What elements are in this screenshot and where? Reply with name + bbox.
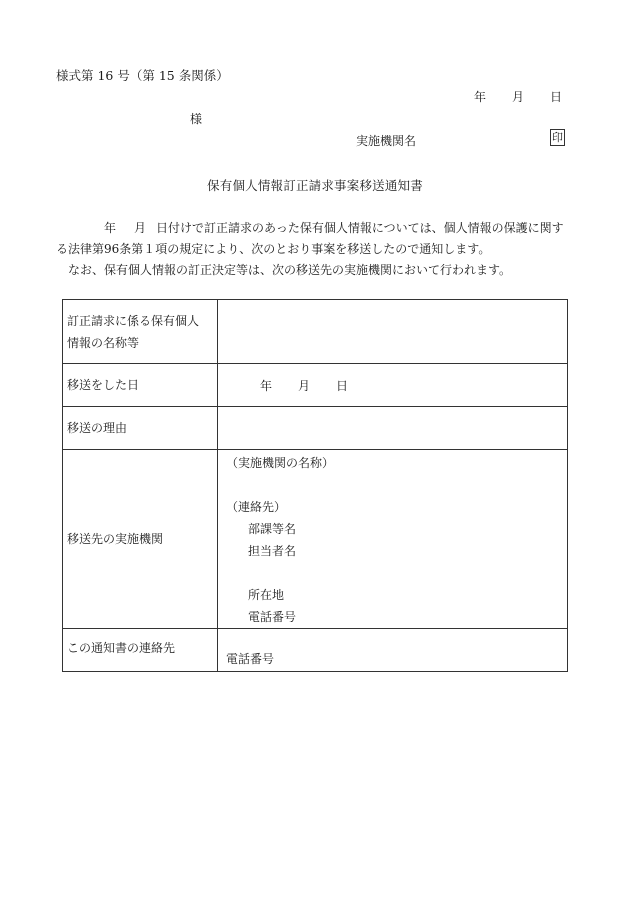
seal-mark: 印 (552, 131, 563, 144)
notice-contact-label: この通知書の連絡先 (63, 629, 218, 672)
info-table (62, 299, 568, 672)
form-number: 様式第 16 号（第 15 条関係） (56, 68, 229, 83)
destination-contact-label: （連絡先） (226, 500, 287, 514)
info-name-label-line2: 情報の名称等 (67, 335, 140, 350)
destination-phone-label: 電話番号 (248, 610, 297, 624)
destination-department-label: 部課等名 (248, 522, 297, 536)
agency-name-label: 実施機関名 (356, 134, 417, 148)
table-row (63, 364, 568, 407)
issue-date-month: 月 (512, 90, 525, 104)
addressee-suffix: 様 (190, 112, 203, 126)
body-month: 月 (134, 221, 147, 235)
notice-contact-value[interactable] (218, 629, 568, 672)
issue-date-day: 日 (550, 90, 563, 104)
transfer-date-year: 年 (260, 378, 273, 393)
notice-contact-phone-label: 電話番号 (226, 652, 275, 666)
body-line-1 (56, 219, 564, 236)
body-year: 年 (104, 221, 117, 235)
transfer-date-value[interactable] (218, 364, 568, 407)
destination-agency-name: （実施機関の名称） (226, 456, 335, 470)
document-title: 保有個人情報訂正請求事案移送通知書 (207, 178, 423, 193)
body-line-1-text: 日付けで訂正請求のあった保有個人情報については、個人情報の保護に関す (156, 221, 564, 235)
table-row (63, 450, 568, 629)
table-row (63, 407, 568, 450)
transfer-reason-value[interactable] (218, 407, 568, 450)
body-line-3: なお、保有個人情報の訂正決定等は、次の移送先の実施機関において行われます。 (56, 263, 512, 277)
transfer-date-month: 月 (298, 378, 311, 393)
issue-date (474, 88, 562, 105)
table-row (63, 300, 568, 364)
transfer-date-label: 移送をした日 (63, 364, 218, 407)
info-name-label (63, 300, 218, 364)
destination-agency-label: 移送先の実施機関 (63, 450, 218, 629)
info-name-value[interactable] (218, 300, 568, 364)
destination-person-label: 担当者名 (248, 544, 297, 558)
body-line-2: る法律第96条第１項の規定により、次のとおり事案を移送したので通知します。 (56, 242, 491, 256)
destination-address-label: 所在地 (248, 588, 285, 602)
table-row (63, 629, 568, 672)
transfer-reason-label: 移送の理由 (63, 407, 218, 450)
info-name-label-line1: 訂正請求に係る保有個人 (67, 313, 200, 328)
destination-agency-value[interactable] (218, 450, 568, 629)
transfer-date-day: 日 (336, 378, 349, 393)
issue-date-year: 年 (474, 90, 487, 104)
